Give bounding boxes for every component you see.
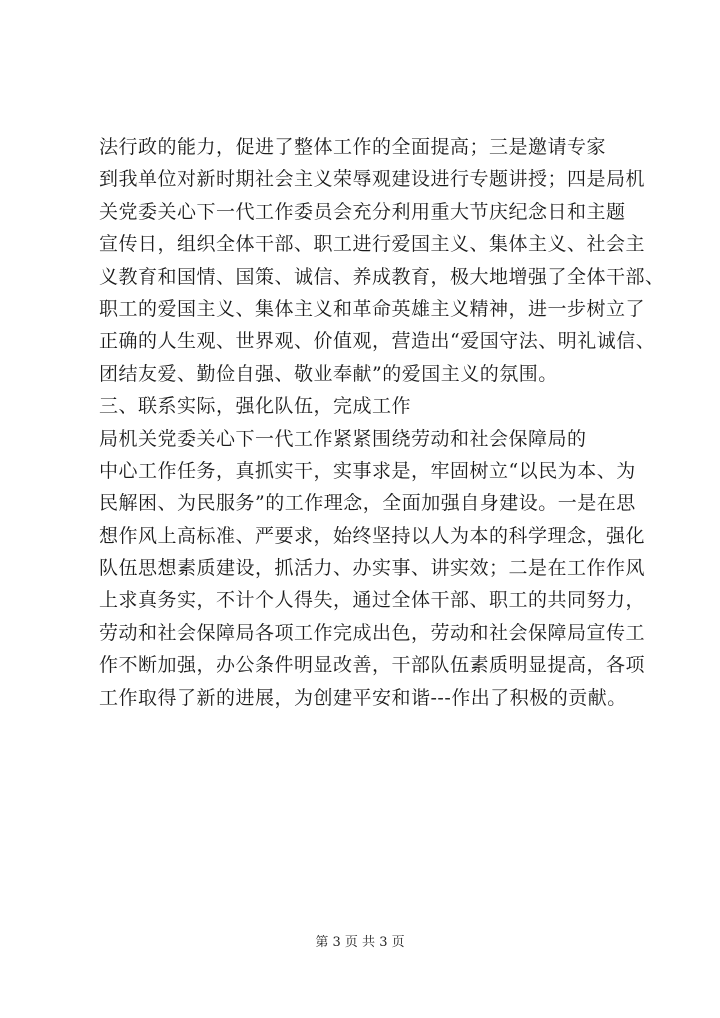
text-line: 队伍思想素质建设，抓活力、办实事、讲实效；二是在工作作风 [99, 557, 646, 580]
text-line: 民解困、为民服务”的工作理念，全面加强自身建设。一是在思 [99, 492, 636, 515]
text-line: 法行政的能力，促进了整体工作的全面提高；三是邀请专家 [99, 136, 607, 158]
section-heading: 三、联系实际，强化队伍，完成工作 [99, 395, 412, 418]
text-line: 想作风上高标准、严要求，始终坚持以人为本的科学理念，强化 [99, 524, 646, 547]
text-line: 正确的人生观、世界观、价值观，营造出“爱国守法、明礼诚信、 [99, 330, 656, 353]
text-line: 到我单位对新时期社会主义荣辱观建设进行专题讲授；四是局机 [99, 168, 646, 191]
text-line: 劳动和社会保障局各项工作完成出色，劳动和社会保障局宣传工 [99, 621, 646, 644]
text-line: 团结友爱、勤俭自强、敬业奉献”的爱国主义的氛围。 [99, 362, 558, 385]
text-line: 中心工作任务，真抓实干，实事求是，牢固树立“以民为本、为 [99, 459, 636, 482]
text-line: 宣传日，组织全体干部、职工进行爱国主义、集体主义、社会主 [99, 233, 646, 256]
page-number-footer: 第 3 页 共 3 页 [315, 935, 405, 950]
text-line: 局机关党委关心下一代工作紧紧围绕劳动和社会保障局的 [99, 427, 587, 450]
text-line: 上求真务实，不计个人得失，通过全体干部、职工的共同努力， [99, 589, 646, 612]
text-line: 工作取得了新的进展，为创建平安和谐---作出了积极的贡献。 [99, 686, 627, 709]
document-body [99, 131, 665, 714]
text-line: 作不断加强，办公条件明显改善，干部队伍素质明显提高，各项 [99, 654, 646, 677]
text-line: 职工的爱国主义、集体主义和革命英雄主义精神，进一步树立了 [99, 297, 646, 320]
text-line: 关党委关心下一代工作委员会充分利用重大节庆纪念日和主题 [99, 200, 626, 223]
text-line: 义教育和国情、国策、诚信、养成教育，极大地增强了全体干部、 [99, 265, 665, 288]
